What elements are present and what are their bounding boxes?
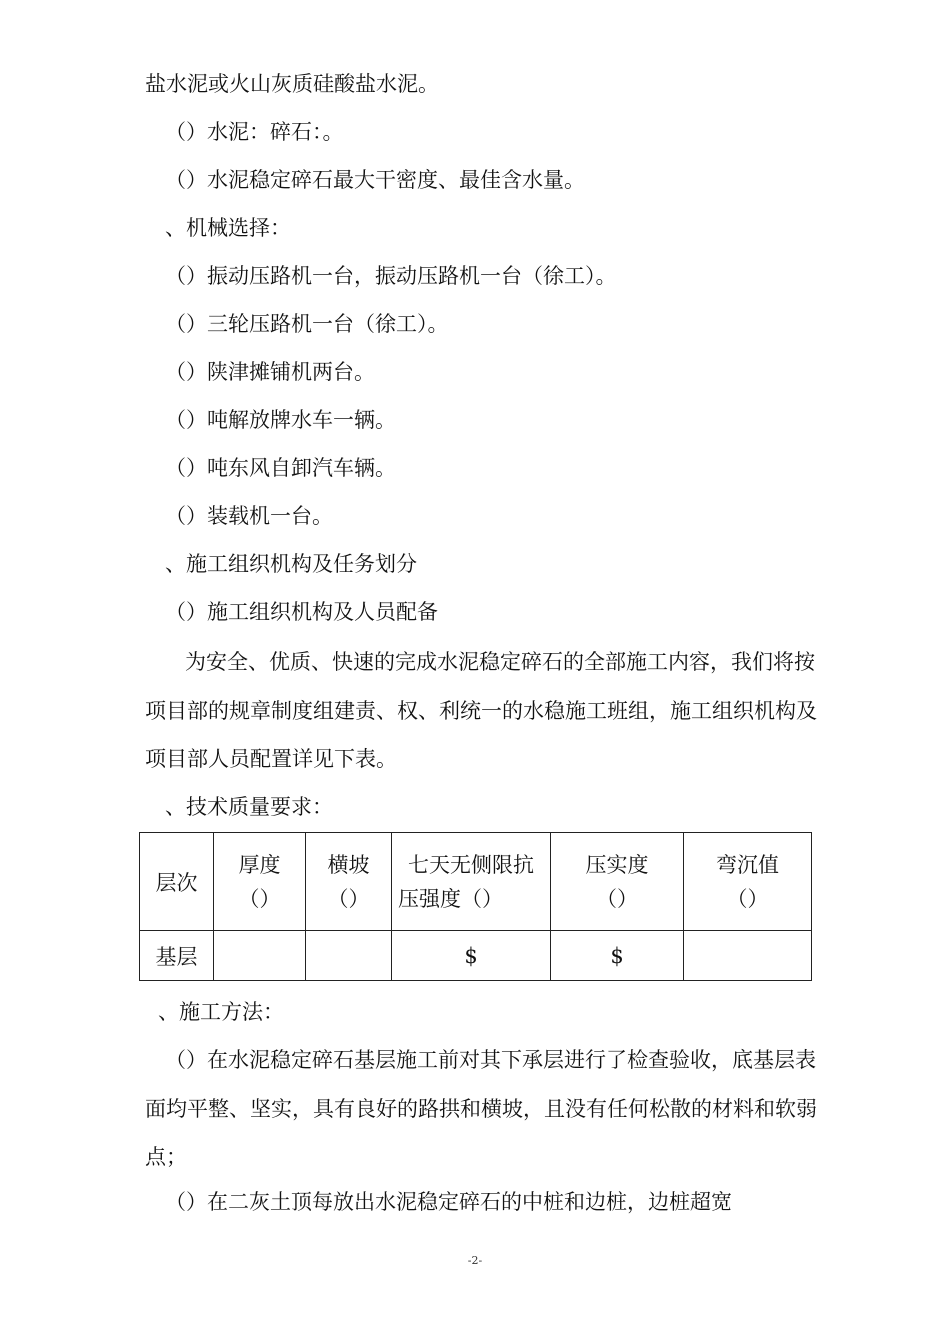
header-cell-deflection: 弯沉值 （） [684, 833, 812, 931]
text-line-3: （）水泥稳定碎石最大干密度、最佳含水量。 [165, 168, 585, 192]
table-header-row [140, 833, 812, 931]
header-cell-layer: 层次 [140, 833, 214, 931]
cell-layer-base: 基层 [140, 931, 214, 981]
header-cell-cross-slope: 横坡 （） [306, 833, 392, 931]
page-number: -2- [467, 1254, 483, 1267]
header-cell-thickness: 厚度 （） [214, 833, 306, 931]
section-heading-method: 、施工方法： [158, 1000, 284, 1024]
cell-deflection [684, 931, 812, 981]
method-line-3: 点； [145, 1145, 187, 1169]
table-row [140, 931, 812, 981]
section-heading-organization: 、施工组织机构及任务划分 [165, 552, 417, 576]
method-line-1: （）在水泥稳定碎石基层施工前对其下承层进行了检查验收，底基层表 [165, 1048, 816, 1072]
text-line-9: （）吨东风自卸汽车辆。 [165, 456, 396, 480]
cell-compaction: $ [551, 931, 684, 981]
text-line-5: （）振动压路机一台，振动压路机一台（徐工）。 [165, 264, 617, 288]
paragraph-line-1: 为安全、优质、快速的完成水泥稳定碎石的全部施工内容，我们将按 [185, 650, 815, 674]
text-line-8: （）吨解放牌水车一辆。 [165, 408, 396, 432]
text-line-10: （）装载机一台。 [165, 504, 333, 528]
method-line-2: 面均平整、坚实，具有良好的路拱和横坡，且没有任何松散的材料和软弱 [145, 1097, 817, 1121]
header-cell-compaction: 压实度 （） [551, 833, 684, 931]
quality-requirements-table [139, 832, 812, 981]
method-line-4: （）在二灰土顶每放出水泥稳定碎石的中桩和边桩，边桩超宽 [165, 1190, 732, 1214]
cell-cross-slope [306, 931, 392, 981]
section-heading-machinery: 、机械选择： [165, 216, 291, 240]
text-line-2: （）水泥：碎石：。 [165, 120, 344, 144]
paragraph-line-2: 项目部的规章制度组建责、权、利统一的水稳施工班组，施工组织机构及 [145, 699, 817, 723]
cell-thickness [214, 931, 306, 981]
text-line-7: （）陕津摊铺机两台。 [165, 360, 375, 384]
cell-compressive-strength: $ [392, 931, 551, 981]
section-heading-quality: 、技术质量要求： [165, 795, 333, 819]
text-line-1: 盐水泥或火山灰质硅酸盐水泥。 [145, 72, 439, 96]
header-cell-compressive-strength: 七天无侧限抗 压强度（） [392, 833, 551, 931]
text-line-12: （）施工组织机构及人员配备 [165, 600, 438, 624]
paragraph-line-3: 项目部人员配置详见下表。 [145, 747, 397, 771]
text-line-6: （）三轮压路机一台（徐工）。 [165, 312, 449, 336]
